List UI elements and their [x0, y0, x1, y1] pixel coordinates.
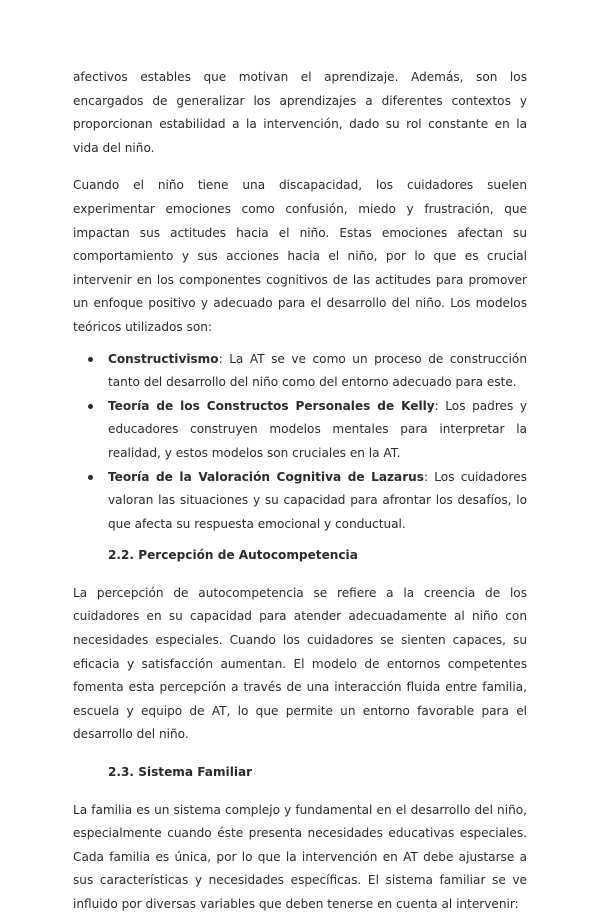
- list-item: [108, 466, 527, 537]
- list-item-text: : La AT se ve como un proceso de construcción tanto del desarrollo del niño como del entorno adecuado para este.: [108, 351, 527, 390]
- section-heading-sistema-familiar: 2.3. Sistema Familiar: [108, 765, 253, 780]
- paragraph-continuation: afectivos estables que motivan el aprendizaje. Además, son los encargados de generalizar los aprendizajes a diferentes contextos y proporcionan estabilidad a la intervención, dado su rol constante en la vida del niño.: [73, 70, 527, 155]
- list-item: [108, 395, 527, 466]
- paragraph-discapacidad: Cuando el niño tiene una discapacidad, los cuidadores suelen experimentar emociones como confusión, miedo y frustración, que impactan sus actitudes hacia el niño. Estas emociones afectan su comportamiento y sus acciones hacia el niño, por lo que es crucial intervenir en los componentes cognitivos de las actitudes para promover un enfoque positivo y adecuado para el desarrollo del niño. Los modelos teóricos utilizados son:: [73, 178, 527, 334]
- list-item-term: Teoría de los Constructos Personales de Kelly: [108, 398, 435, 413]
- bullet-icon: [88, 357, 93, 362]
- bullet-icon: [88, 404, 93, 409]
- section-heading-autocompetencia: 2.2. Percepción de Autocompetencia: [108, 548, 358, 563]
- list-item: [108, 348, 527, 395]
- list-item-term: Teoría de la Valoración Cognitiva de Lazarus: [108, 469, 424, 484]
- list-item-text: : Los cuidadores valoran las situaciones y su capacidad para afrontar los desafíos, lo que afecta su respuesta emocional y conductual.: [108, 469, 527, 531]
- paragraph-sistema-familiar: La familia es un sistema complejo y fundamental en el desarrollo del niño, especialmente cuando éste presenta necesidades educativas especiales. Cada familia es única, por lo que la intervención en AT debe ajustarse a sus características y necesidades específicas. El sistema familiar se ve influido por diversas variables que deben tenerse en cuenta al intervenir:: [73, 802, 527, 911]
- paragraph-autocompetencia: La percepción de autocompetencia se refiere a la creencia de los cuidadores en su capacidad para atender adecuadamente al niño con necesidades especiales. Cuando los cuidadores se sienten capaces, su eficacia y satisfacción aumentan. El modelo de entornos competentes fomenta esta percepción a través de una interacción fluida entre familia, escuela y equipo de AT, lo que permite un entorno favorable para el desarrollo del niño.: [73, 585, 527, 742]
- theoretical-models-list: [73, 348, 527, 537]
- list-item-text: : Los padres y educadores construyen modelos mentales para interpretar la realidad, y estos modelos son cruciales en la AT.: [108, 398, 528, 460]
- bullet-icon: [88, 475, 93, 480]
- list-item-term: Constructivismo: [108, 351, 219, 366]
